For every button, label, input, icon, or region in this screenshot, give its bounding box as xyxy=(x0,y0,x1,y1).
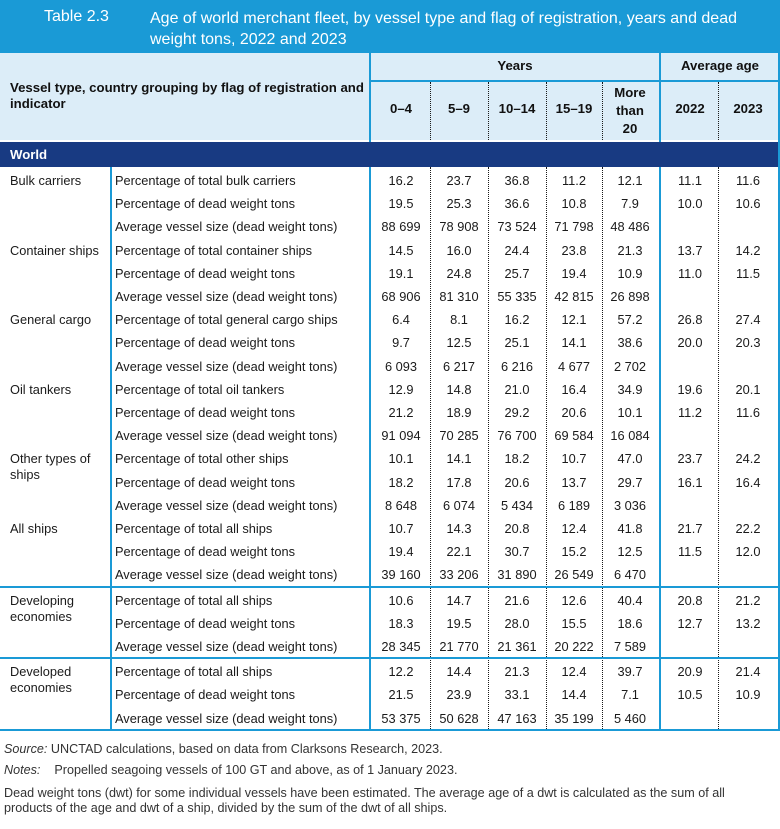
year-value-cell: 12.2 xyxy=(388,664,414,680)
year-value-cell: 10.1 xyxy=(388,451,414,467)
year-value-cell: 12.1 xyxy=(561,312,587,328)
table-row xyxy=(0,635,780,658)
indicator-label: Percentage of total oil tankers xyxy=(115,381,285,397)
average-age-cell: 16.4 xyxy=(735,474,761,490)
year-value-cell: 69 584 xyxy=(554,428,594,444)
year-value-cell: 28.0 xyxy=(504,615,530,631)
year-value-cell: 78 908 xyxy=(439,219,479,235)
year-value-cell: 6 189 xyxy=(557,497,591,513)
indicator-label: Average vessel size (dead weight tons) xyxy=(115,639,338,654)
average-age-cell: 10.6 xyxy=(735,196,761,212)
average-age-cell: 16.1 xyxy=(677,474,703,490)
dotted-column-rule xyxy=(602,82,603,140)
indicator-label: Percentage of total container ships xyxy=(115,242,313,258)
year-value-cell: 21 770 xyxy=(439,639,479,654)
indicator-label: Percentage of total bulk carriers xyxy=(115,173,296,188)
average-age-cell: 11.6 xyxy=(736,173,760,188)
table-row xyxy=(0,707,780,730)
year-value-cell: 42 815 xyxy=(554,289,594,304)
indicator-label: Percentage of total all ships xyxy=(115,664,273,680)
average-age-cell: 22.2 xyxy=(735,521,761,536)
average-age-group-header: Average age xyxy=(681,58,759,73)
year-value-cell: 41.8 xyxy=(617,521,643,536)
indicator-label: Average vessel size (dead weight tons) xyxy=(115,358,338,374)
average-age-cell: 11.2 xyxy=(678,405,702,420)
year-value-cell: 33.1 xyxy=(504,687,530,703)
year-value-cell: 10.1 xyxy=(617,405,643,420)
year-value-cell: 9.7 xyxy=(392,335,410,351)
year-value-cell: 19.1 xyxy=(388,265,414,281)
average-age-cell: 13.2 xyxy=(735,615,761,631)
dotted-column-rule xyxy=(430,82,431,140)
year-value-cell: 15.2 xyxy=(561,544,587,560)
indicator-label: Average vessel size (dead weight tons) xyxy=(115,497,338,513)
year-value-cell: 68 906 xyxy=(381,289,421,304)
year-value-cell: 8.1 xyxy=(450,312,468,328)
notes-text: Propelled seagoing vessels of 100 GT and above, as of 1 January 2023. xyxy=(54,763,458,777)
year-value-cell: 55 335 xyxy=(497,289,537,304)
average-age-cell: 20.0 xyxy=(677,335,703,351)
group-rule xyxy=(0,657,780,659)
year-value-cell: 5 460 xyxy=(613,710,647,726)
indicator-label: Percentage of dead weight tons xyxy=(115,405,295,420)
year-value-cell: 12.5 xyxy=(446,335,472,351)
world-label: World xyxy=(10,147,48,162)
indicator-label: Percentage of total all ships xyxy=(115,592,273,608)
year-value-cell: 38.6 xyxy=(617,335,643,351)
indicator-label: Percentage of dead weight tons xyxy=(115,196,295,212)
year-value-cell: 6 217 xyxy=(442,358,476,374)
average-age-cell: 11.1 xyxy=(678,173,702,188)
table-row xyxy=(0,169,780,192)
average-age-cell: 23.7 xyxy=(677,451,703,467)
year-value-cell: 16.2 xyxy=(388,173,414,188)
year-value-cell: 28 345 xyxy=(381,639,421,654)
table-header xyxy=(0,53,780,140)
dotted-column-rule xyxy=(546,167,547,729)
year-value-cell: 73 524 xyxy=(497,219,537,235)
vessel-group-name: Developing economies xyxy=(10,592,75,624)
year-value-cell: 14.7 xyxy=(446,592,472,608)
table-number: Table 2.3 xyxy=(44,8,109,25)
year-value-cell: 20.8 xyxy=(504,521,530,536)
dotted-column-rule xyxy=(488,82,489,140)
average-age-cell: 10.0 xyxy=(677,196,703,212)
year-value-cell: 14.1 xyxy=(561,335,587,351)
average-age-cell: 20.3 xyxy=(735,335,761,351)
year-value-cell: 48 486 xyxy=(610,219,650,235)
average-age-cell: 11.5 xyxy=(678,544,702,560)
dotted-column-rule xyxy=(488,167,489,729)
year-value-cell: 70 285 xyxy=(439,428,479,444)
year-value-cell: 12.4 xyxy=(561,664,587,680)
dotted-column-rule xyxy=(718,167,719,729)
vessel-group-name: All ships xyxy=(10,521,58,536)
year-value-cell: 6.4 xyxy=(392,312,410,328)
indicator-label: Percentage of total all ships xyxy=(115,521,273,536)
year-value-cell: 53 375 xyxy=(381,710,421,726)
indicator-label: Percentage of dead weight tons xyxy=(115,265,295,281)
year-value-cell: 4 677 xyxy=(557,358,591,374)
year-value-cell: 21.2 xyxy=(388,405,414,420)
table-row xyxy=(0,239,780,262)
year-value-cell: 7.1 xyxy=(621,687,639,703)
year-value-cell: 10.7 xyxy=(561,451,587,467)
year-value-cell: 15.5 xyxy=(561,615,587,631)
year-value-cell: 76 700 xyxy=(497,428,537,444)
year-value-cell: 25.3 xyxy=(446,196,472,212)
vessel-group-name: General cargo xyxy=(10,312,92,328)
year-value-cell: 17.8 xyxy=(446,474,472,490)
average-age-cell: 11.6 xyxy=(736,405,760,420)
year-value-cell: 18.3 xyxy=(388,615,414,631)
year-value-cell: 31 890 xyxy=(497,567,537,583)
indicator-label: Average vessel size (dead weight tons) xyxy=(115,428,338,444)
year-value-cell: 14.3 xyxy=(446,521,472,536)
average-age-cell: 11.0 xyxy=(678,265,702,281)
indicator-label: Percentage of dead weight tons xyxy=(115,474,295,490)
table-row xyxy=(0,563,780,586)
year-value-cell: 6 074 xyxy=(442,497,476,513)
year-value-cell: 88 699 xyxy=(381,219,421,235)
year-value-cell: 21.0 xyxy=(504,381,530,397)
year-column-header: 10–14 xyxy=(498,101,536,116)
world-section-bar xyxy=(0,142,780,167)
year-value-cell: 21.3 xyxy=(504,664,530,680)
year-value-cell: 91 094 xyxy=(381,428,421,444)
year-value-cell: 10.8 xyxy=(561,196,587,212)
year-value-cell: 14.1 xyxy=(446,451,472,467)
year-value-cell: 29.7 xyxy=(617,474,643,490)
year-value-cell: 35 199 xyxy=(554,710,594,726)
year-value-cell: 14.4 xyxy=(561,687,587,703)
year-value-cell: 21 361 xyxy=(497,639,537,654)
table-row xyxy=(0,540,780,563)
table-row xyxy=(0,262,780,285)
indicator-label: Percentage of dead weight tons xyxy=(115,615,295,631)
year-value-cell: 16.2 xyxy=(504,312,530,328)
year-value-cell: 20 222 xyxy=(554,639,594,654)
year-value-cell: 7.9 xyxy=(621,196,639,212)
source-note xyxy=(4,742,443,757)
table-row xyxy=(0,355,780,378)
year-value-cell: 25.1 xyxy=(504,335,530,351)
year-value-cell: 14.8 xyxy=(446,381,472,397)
table-row xyxy=(0,285,780,308)
year-value-cell: 34.9 xyxy=(617,381,643,397)
year-value-cell: 14.5 xyxy=(388,242,414,258)
table-title-bar xyxy=(0,0,780,53)
year-value-cell: 21.3 xyxy=(617,242,643,258)
average-age-cell: 14.2 xyxy=(735,242,761,258)
year-value-cell: 57.2 xyxy=(617,312,643,328)
vessel-group-name: Other types of ships xyxy=(10,451,91,483)
year-value-cell: 33 206 xyxy=(439,567,479,583)
year-value-cell: 12.1 xyxy=(617,173,643,188)
indicator-label: Percentage of dead weight tons xyxy=(115,335,295,351)
year-value-cell: 22.1 xyxy=(446,544,472,560)
table-row xyxy=(0,683,780,706)
vessel-group-name: Container ships xyxy=(10,242,99,258)
notes-label: Notes: xyxy=(4,763,41,777)
year-value-cell: 39.7 xyxy=(617,664,643,680)
year-value-cell: 8 648 xyxy=(384,497,418,513)
table-row xyxy=(0,517,780,540)
table-row xyxy=(0,612,780,635)
year-value-cell: 18.9 xyxy=(446,405,472,420)
year-value-cell: 3 036 xyxy=(613,497,647,513)
year-value-cell: 12.6 xyxy=(561,592,587,608)
indicator-label: Percentage of dead weight tons xyxy=(115,687,295,703)
average-age-cell: 24.2 xyxy=(735,451,761,467)
year-column-header: 15–19 xyxy=(555,101,593,116)
indicator-label: Percentage of total general cargo ships xyxy=(115,312,338,328)
average-age-cell: 26.8 xyxy=(677,312,703,328)
year-value-cell: 19.4 xyxy=(388,544,414,560)
year-value-cell: 23.7 xyxy=(446,173,472,188)
average-age-cell: 13.7 xyxy=(677,242,703,258)
average-age-year-header: 2022 xyxy=(675,101,705,116)
year-value-cell: 36.8 xyxy=(504,173,530,188)
source-label: Source: xyxy=(4,742,48,756)
year-value-cell: 24.8 xyxy=(446,265,472,281)
average-age-cell: 12.0 xyxy=(735,544,761,560)
column-rule xyxy=(369,167,371,729)
year-value-cell: 12.5 xyxy=(617,544,643,560)
year-value-cell: 6 216 xyxy=(500,358,534,374)
year-value-cell: 16.0 xyxy=(446,242,472,258)
year-value-cell: 26 898 xyxy=(610,289,650,304)
years-group-header: Years xyxy=(497,58,533,73)
year-value-cell: 6 093 xyxy=(384,358,418,374)
average-age-cell: 11.5 xyxy=(736,265,760,281)
year-value-cell: 39 160 xyxy=(381,567,421,583)
year-value-cell: 12.9 xyxy=(388,381,414,397)
indicator-label: Percentage of dead weight tons xyxy=(115,544,295,560)
year-value-cell: 47 163 xyxy=(497,710,537,726)
year-value-cell: 12.4 xyxy=(561,521,587,536)
year-value-cell: 16.4 xyxy=(561,381,587,397)
year-value-cell: 40.4 xyxy=(617,592,643,608)
average-age-cell: 10.5 xyxy=(677,687,703,703)
average-age-cell: 20.1 xyxy=(735,381,761,397)
indicator-label: Average vessel size (dead weight tons) xyxy=(115,289,338,304)
year-value-cell: 18.2 xyxy=(388,474,414,490)
year-value-cell: 19.4 xyxy=(561,265,587,281)
year-value-cell: 19.5 xyxy=(446,615,472,631)
source-text: UNCTAD calculations, based on data from Clarksons Research, 2023. xyxy=(50,742,443,756)
dotted-column-rule xyxy=(430,167,431,729)
average-age-cell: 21.2 xyxy=(735,592,761,608)
indicator-label: Percentage of total other ships xyxy=(115,451,289,467)
year-value-cell: 10.9 xyxy=(617,265,643,281)
table-row xyxy=(0,447,780,470)
indicator-label: Average vessel size (dead weight tons) xyxy=(115,567,338,583)
average-age-cell: 19.6 xyxy=(677,381,703,397)
year-value-cell: 21.5 xyxy=(388,687,414,703)
table-row xyxy=(0,192,780,215)
table-row xyxy=(0,331,780,354)
vessel-group-name: Bulk carriers xyxy=(10,173,82,188)
table-bottom-rule xyxy=(0,729,780,731)
average-age-cell: 20.9 xyxy=(677,664,703,680)
average-age-cell: 21.4 xyxy=(735,664,761,680)
year-column-header: 5–9 xyxy=(447,101,470,116)
year-value-cell: 21.6 xyxy=(504,592,530,608)
column-rule xyxy=(110,167,112,729)
vessel-group-name: Oil tankers xyxy=(10,381,72,397)
year-value-cell: 10.7 xyxy=(388,521,414,536)
year-value-cell: 36.6 xyxy=(504,196,530,212)
table-row xyxy=(0,494,780,517)
year-value-cell: 81 310 xyxy=(439,289,479,304)
dotted-column-rule xyxy=(718,82,719,140)
dotted-column-rule xyxy=(546,82,547,140)
dwt-note: Dead weight tons (dwt) for some individual vessels have been estimated. The average age of a dwt is calculated as the sum of all products of the age and dwt of a ship, divided by the sum of the dwt of all ships. xyxy=(4,786,725,815)
dotted-column-rule xyxy=(602,167,603,729)
year-value-cell: 30.7 xyxy=(504,544,530,560)
year-value-cell: 14.4 xyxy=(446,664,472,680)
column-rule xyxy=(369,53,371,142)
table-row xyxy=(0,215,780,238)
average-age-cell: 27.4 xyxy=(735,312,761,328)
year-value-cell: 20.6 xyxy=(504,474,530,490)
indicator-label: Average vessel size (dead weight tons) xyxy=(115,219,338,235)
year-value-cell: 6 470 xyxy=(613,567,647,583)
year-value-cell: 2 702 xyxy=(613,358,647,374)
group-rule xyxy=(0,586,780,588)
average-age-cell: 20.8 xyxy=(677,592,703,608)
table-row xyxy=(0,471,780,494)
average-age-year-header: 2023 xyxy=(733,101,763,116)
year-value-cell: 19.5 xyxy=(388,196,414,212)
year-value-cell: 11.2 xyxy=(562,173,586,188)
average-age-cell: 12.7 xyxy=(677,615,703,631)
table-row xyxy=(0,424,780,447)
year-value-cell: 29.2 xyxy=(504,405,530,420)
year-value-cell: 26 549 xyxy=(554,567,594,583)
table-row xyxy=(0,378,780,401)
year-value-cell: 20.6 xyxy=(561,405,587,420)
year-value-cell: 18.6 xyxy=(617,615,643,631)
year-value-cell: 10.6 xyxy=(388,592,414,608)
year-value-cell: 7 589 xyxy=(613,639,647,654)
year-value-cell: 47.0 xyxy=(617,451,643,467)
year-column-header: More than 20 xyxy=(614,85,646,136)
table-row xyxy=(0,589,780,612)
year-value-cell: 50 628 xyxy=(439,710,479,726)
year-value-cell: 23.8 xyxy=(561,242,587,258)
average-age-cell: 21.7 xyxy=(677,521,703,536)
year-value-cell: 24.4 xyxy=(504,242,530,258)
year-value-cell: 13.7 xyxy=(561,474,587,490)
average-age-cell: 10.9 xyxy=(735,687,761,703)
column-rule xyxy=(659,53,661,142)
table-row xyxy=(0,308,780,331)
year-value-cell: 18.2 xyxy=(504,451,530,467)
vessel-group-name: Developed economies xyxy=(10,664,72,696)
table-title: Age of world merchant fleet, by vessel type and flag of registration, years and dead weight tons, 2022 and 2023 xyxy=(150,10,737,48)
year-value-cell: 71 798 xyxy=(554,219,594,235)
year-value-cell: 16 084 xyxy=(610,428,650,444)
year-value-cell: 25.7 xyxy=(504,265,530,281)
year-column-header: 0–4 xyxy=(389,101,412,116)
notes-note xyxy=(4,763,457,778)
table-row xyxy=(0,401,780,424)
column-rule xyxy=(659,167,661,729)
indicator-label: Average vessel size (dead weight tons) xyxy=(115,710,338,726)
vessel-column-header: Vessel type, country grouping by flag of registration and indicator xyxy=(10,80,364,111)
year-value-cell: 23.9 xyxy=(446,687,472,703)
table-row xyxy=(0,660,780,683)
year-value-cell: 5 434 xyxy=(500,497,534,513)
